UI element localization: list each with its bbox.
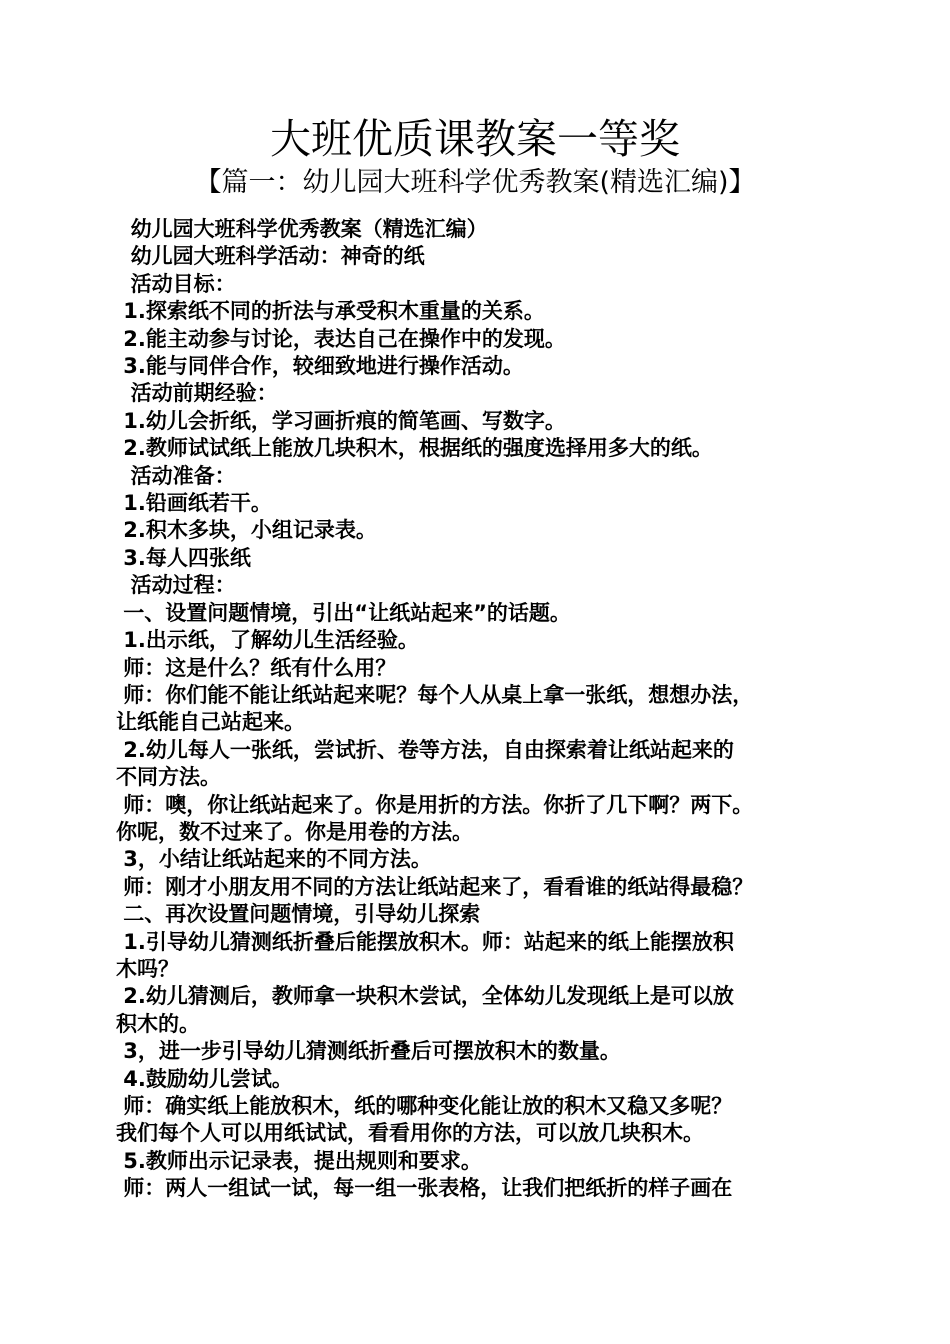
body-line: 2.幼儿每人一张纸，尝试折、卷等方法，自由探索着让纸站起来的 (116, 737, 734, 762)
body-line: 活动目标： (116, 271, 236, 296)
body-line: 师：两人一组试一试，每一组一张表格，让我们把纸折的样子画在 (116, 1176, 733, 1201)
body-line: 3.每人四张纸 (116, 545, 251, 570)
body-line: 1.铅画纸若干。 (116, 491, 272, 516)
body-line: 幼儿园大班科学优秀教案（精选汇编） (116, 217, 488, 241)
body-line: 师：噢，你让纸站起来了。你是用折的方法。你折了几下啊？两下。 (116, 792, 754, 817)
body-line: 2.幼儿猜测后，教师拿一块积木尝试，全体幼儿发现纸上是可以放 (116, 984, 734, 1009)
document-title: 大班优质课教案一等奖 (270, 115, 680, 163)
body-line: 1.探索纸不同的折法与承受积木重量的关系。 (116, 299, 545, 324)
body-line: 一、设置问题情境，引出“让纸站起来”的话题。 (116, 600, 571, 625)
body-line: 2.积木多块，小组记录表。 (116, 518, 377, 543)
body-line: 活动准备： (116, 463, 236, 488)
body-line: 幼儿园大班科学活动：神奇的纸 (116, 244, 425, 269)
body-line: 师：确实纸上能放积木，纸的哪种变化能让放的积木又稳又多呢？ (116, 1094, 733, 1118)
body-line: 5.教师出示记录表，提出规则和要求。 (116, 1148, 482, 1173)
body-line: 2.能主动参与讨论，表达自己在操作中的发现。 (116, 326, 566, 351)
body-line: 二、再次设置问题情境，引导幼儿探索 (116, 902, 481, 927)
body-line: 木吗？ (116, 956, 179, 981)
body-line: 师：刚才小朋友用不同的方法让纸站起来了，看看谁的纸站得最稳？ (116, 874, 754, 899)
body-line: 1.引导幼儿猜测纸折叠后能摆放积木。师：站起来的纸上能摆放积 (116, 929, 734, 954)
body-line: 3.能与同伴合作，较细致地进行操作活动。 (116, 354, 524, 379)
body-line: 活动过程： (116, 573, 236, 598)
body-line: 我们每个人可以用纸试试，看看用你的方法，可以放几块积木。 (116, 1121, 704, 1146)
body-line: 你呢，数不过来了。你是用卷的方法。 (116, 819, 473, 844)
body-line: 1.出示纸，了解幼儿生活经验。 (116, 628, 419, 653)
body-line: 4.鼓励幼儿尝试。 (116, 1066, 293, 1091)
body-line: 师：这是什么？纸有什么用？ (116, 655, 397, 680)
document-subtitle: 【篇一：幼儿园大班科学优秀教案(精选汇编)】 (194, 167, 756, 198)
body-line: 1.幼儿会折纸，学习画折痕的简笔画、写数字。 (116, 408, 566, 433)
body-line: 让纸能自己站起来。 (116, 710, 305, 735)
body-line: 活动前期经验： (116, 381, 278, 406)
body-line: 不同方法。 (116, 765, 221, 790)
body-line: 2.教师试试纸上能放几块积木，根据纸的强度选择用多大的纸。 (116, 436, 713, 461)
body-line: 3，小结让纸站起来的不同方法。 (116, 847, 432, 872)
body-line: 积木的。 (116, 1011, 200, 1036)
body-line: 3，进一步引导幼儿猜测纸折叠后可摆放积木的数量。 (116, 1039, 621, 1064)
body-line: 师：你们能不能让纸站起来呢？每个人从桌上拿一张纸，想想办法， (116, 682, 754, 707)
document-body (116, 216, 840, 1203)
